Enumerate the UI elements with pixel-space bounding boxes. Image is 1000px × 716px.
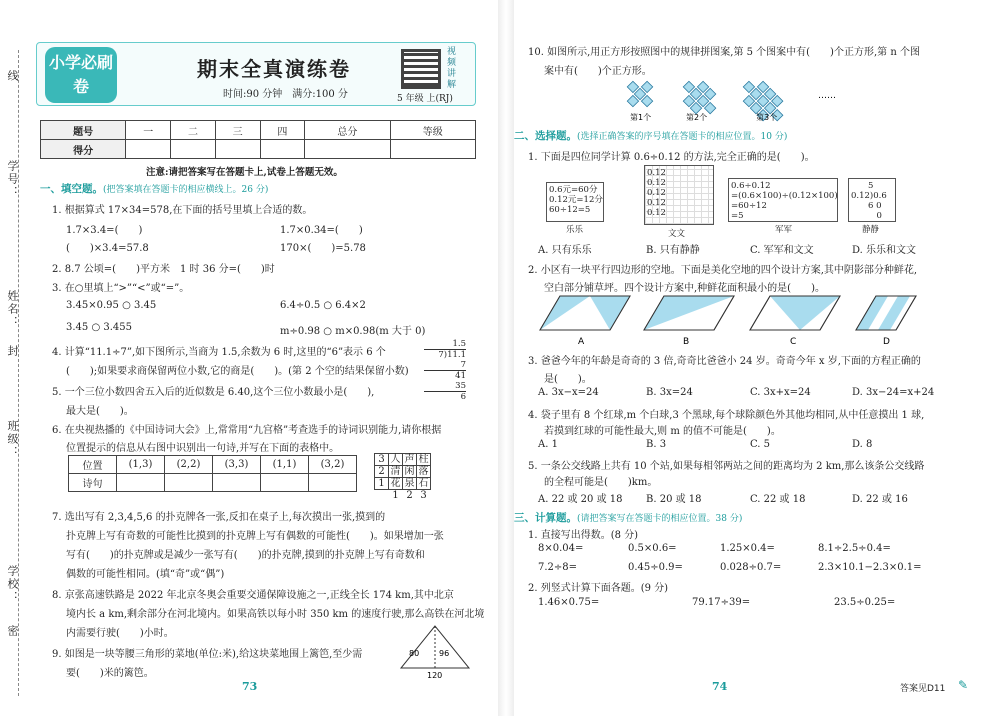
series-badge: 小学必刷卷 — [45, 47, 117, 103]
grid-cell: 1 — [392, 490, 399, 502]
poem-cell[interactable] — [165, 474, 213, 492]
q1b: 1.7×0.34=( ) — [280, 225, 363, 236]
c1-opt-d[interactable]: D. 乐乐和文文 — [852, 245, 917, 256]
margin-label-secret: 密 — [6, 625, 19, 638]
grid-cell: 声 — [404, 454, 415, 465]
poem-cell[interactable] — [309, 474, 357, 492]
k1-item: 0.45÷0.9= — [628, 562, 683, 573]
q4-line2: ( );如果要求商保留两位小数,它的商是( )。(第 2 个空的结果保留小数) — [66, 366, 409, 377]
q2-text: 2. 8.7 公顷=( )平方米 1 时 36 分=( )时 — [52, 264, 275, 275]
tri-label: 96 — [439, 649, 450, 658]
k1-item: 0.5×0.6= — [628, 543, 677, 554]
q6-line2: 位置提示的信息从右图中识别出一句诗,并写在下面的表格中。 — [66, 443, 340, 454]
section-1-heading — [40, 181, 268, 196]
grid-cell — [375, 490, 389, 502]
score-head: 二 — [171, 121, 216, 140]
para-label: B — [683, 337, 690, 346]
method-box-jingjing: 5 0.12)0.6 6 0 0 — [848, 178, 896, 222]
para-label: D — [883, 337, 890, 346]
c1-opt-c[interactable]: C. 军军和文文 — [750, 245, 814, 256]
q3-text: 3. 在○里填上“>”“<”或“=”。 — [52, 283, 190, 294]
k2-text: 2. 列竖式计算下面各题。(9 分) — [528, 583, 669, 594]
k1-item: 0.028÷0.7= — [720, 562, 782, 573]
score-cell[interactable] — [215, 140, 260, 159]
div-line: 41 — [424, 370, 466, 381]
c1-opt-a[interactable]: A. 只有乐乐 — [538, 245, 592, 256]
q7-line3: 写有( )的扑克牌或是减少一张写有( )的扑克牌,摸到的扑克牌上写有奇数和 — [66, 550, 425, 561]
tri-label: 80 — [409, 649, 420, 658]
k1-item: 8×0.04= — [538, 543, 584, 554]
grid-cell: 花 — [390, 478, 401, 489]
q5-line2: 最大是( )。 — [66, 406, 134, 417]
score-head: 一 — [126, 121, 171, 140]
notice: 注意:请把答案写在答题卡上,试卷上答题无效。 — [146, 167, 343, 178]
score-head: 四 — [260, 121, 305, 140]
grid-cell: 2 — [406, 490, 413, 502]
c3-opt-a[interactable]: A. 3x−x=24 — [538, 387, 599, 398]
div-line: 7 — [460, 360, 466, 370]
q10-line1: 10. 如图所示,用正方形按照图中的规律拼图案,第 5 个图案中有( )个正方形,第 n 个图 — [528, 47, 920, 58]
qr-label: 视频讲解 — [447, 47, 457, 90]
q8-line1: 8. 京张高速铁路是 2022 年北京冬奥会重要交通保障设施之一,正线全长 174 km,其中北京 — [52, 590, 454, 601]
grid-cell: 3 — [375, 454, 389, 466]
section-1-sub: (把答案填在答题卡的相应横线上。26 分) — [103, 185, 269, 195]
q1a: 1.7×3.4=( ) — [66, 225, 143, 236]
method-box-lele: 0.6元=60分 0.12元=12分 60÷12=5 — [546, 182, 604, 222]
section-2-sub: (选择正确答案的序号填在答题卡的相应位置。10 分) — [577, 132, 788, 142]
c2-line1: 2. 小区有一块平行四边形的空地。下面是美化空地的四个设计方案,其中阴影部分种鲜花, — [528, 265, 918, 276]
poem-head: (2,2) — [165, 456, 213, 474]
pattern-label: 第2个 — [686, 113, 708, 122]
answer-reference: 答案见D11 — [900, 684, 946, 694]
poem-table — [68, 455, 357, 492]
q3b: 6.4÷0.5 ○ 6.4×2 — [280, 300, 366, 311]
q8-line2: 境内长 a km,剩余部分在河北境内。如果高铁以每小时 350 km 的速度行驶,那么高铁在河北境 — [66, 609, 485, 620]
para-label: A — [578, 337, 585, 346]
q3a: 3.45×0.95 ○ 3.45 — [66, 300, 157, 311]
section-3-title: 三、计算题。 — [514, 512, 577, 524]
page-number-right: 74 — [712, 680, 728, 693]
margin-label-school: 学校： — [6, 565, 19, 604]
binding-margin — [0, 0, 32, 716]
k1-item: 7.2÷8= — [538, 562, 578, 573]
c4-line1: 4. 袋子里有 8 个红球,m 个白球,3 个黑球,每个球除颜色外其他均相同,从中任意摸出 1 球, — [528, 410, 925, 421]
parallelogram-d — [856, 296, 916, 330]
grid-cell: 人 — [390, 454, 401, 465]
grid-cell: 落 — [418, 466, 429, 477]
long-division-figure — [424, 339, 466, 402]
pattern-label: 第1个 — [630, 113, 652, 122]
c3-opt-c[interactable]: C. 3x+x=24 — [750, 387, 811, 398]
margin-label-seal: 封 — [6, 345, 19, 358]
grid-cell: 柱 — [418, 454, 429, 465]
score-table — [40, 120, 476, 159]
q7-line4: 偶数的可能性相同。(填“奇”或“偶”) — [66, 569, 225, 580]
score-head: 总分 — [305, 121, 390, 140]
parallelogram-c — [750, 296, 840, 330]
q7-line2: 扑克牌上写有奇数的可能性比摸到的扑克牌上写有偶数的可能性( )。如果增加一张 — [66, 531, 444, 542]
poem-head: (3,3) — [213, 456, 261, 474]
parallelogram-b — [644, 296, 734, 330]
margin-label-student-id: 学号： — [6, 160, 19, 199]
k2-item: 1.46×0.75= — [538, 597, 600, 608]
score-head: 三 — [215, 121, 260, 140]
score-cell[interactable] — [126, 140, 171, 159]
c3-opt-b[interactable]: B. 3x=24 — [646, 387, 693, 398]
section-2-heading — [514, 128, 787, 143]
section-1-title: 一、填空题。 — [40, 183, 103, 195]
k1-text: 1. 直接写出得数。(8 分) — [528, 530, 639, 541]
q5-line1: 5. 一个三位小数四舍五入后的近似数是 6.40,这个三位小数最小是( ), — [52, 387, 375, 398]
c4-opt-b[interactable]: B. 3 — [646, 439, 667, 450]
grid-cell: 清 — [390, 466, 401, 477]
q3c: 3.4̇5̇ ○ 3.455 — [66, 322, 132, 333]
pattern-label: 第3个 — [756, 113, 778, 122]
grid-cell: 1 — [375, 478, 389, 490]
score-cell[interactable] — [171, 140, 216, 159]
section-3-sub: (请把答案写在答题卡的相应位置。38 分) — [577, 514, 743, 524]
k2-item: 79.17÷39= — [692, 597, 751, 608]
div-line: 1.5 — [452, 339, 466, 349]
c2-line2: 空白部分铺草坪。四个设计方案中,种鲜花面积最小的是( )。 — [544, 283, 825, 294]
div-line: 6 — [424, 391, 466, 402]
exam-header — [36, 42, 476, 106]
c5-opt-c[interactable]: C. 22 或 18 — [750, 494, 806, 505]
poem-cell[interactable] — [213, 474, 261, 492]
q1d: 170×( )=5.78 — [280, 243, 366, 254]
c4-opt-c[interactable]: C. 5 — [750, 439, 771, 450]
poem-head: (1,3) — [117, 456, 165, 474]
margin-label-name: 姓名： — [6, 290, 19, 329]
grade-label: 5 年级 上(RJ) — [397, 94, 453, 104]
q8-line3: 内需要行驶( )小时。 — [66, 628, 174, 639]
k1-item: 8.1÷2.5÷0.4= — [818, 543, 891, 554]
parallelogram-a — [540, 296, 630, 330]
score-cell[interactable] — [305, 140, 390, 159]
q3d: m÷0.98 ○ m×0.98(m 大于 0) — [280, 326, 426, 337]
c5-opt-b[interactable]: B. 20 或 18 — [646, 494, 702, 505]
poem-cell[interactable] — [117, 474, 165, 492]
method-box-wenwen: 0.12 0.12 0.12 0.12 0.12 — [644, 165, 714, 225]
page-gutter — [498, 0, 514, 716]
box-name: 文文 — [668, 229, 686, 239]
tri-label: 120 — [427, 671, 443, 678]
poem-head: (1,1) — [261, 456, 309, 474]
k2-item: 23.5÷0.25= — [834, 597, 896, 608]
grid-cell: 2 — [375, 466, 389, 478]
q1c: ( )×3.4=57.8 — [66, 243, 149, 254]
grid-cell: 闲 — [404, 466, 415, 477]
qr-code-icon[interactable] — [401, 49, 441, 89]
section-2-title: 二、选择题。 — [514, 130, 577, 142]
div-line: 35 — [455, 381, 466, 391]
q10-line2: 案中有( )个正方形。 — [544, 66, 652, 77]
parallelogram-options — [538, 294, 918, 346]
page-number-left: 73 — [242, 680, 258, 693]
para-label: C — [790, 337, 797, 346]
score-head: 题号 — [41, 121, 126, 140]
method-box-junjun: 0.6÷0.12 =(0.6×100)÷(0.12×100) =60÷12 =5 — [728, 178, 838, 222]
score-row-label: 得分 — [41, 140, 126, 159]
poem-head: 位置 — [69, 456, 117, 474]
c1-opt-b[interactable]: B. 只有静静 — [646, 245, 700, 256]
triangle-figure — [395, 622, 475, 678]
k1-item: 2.3×10.1−2.3×0.1= — [818, 562, 922, 573]
exam-meta: 时间:90 分钟 满分:100 分 — [223, 89, 348, 100]
k1-item: 1.25×0.4= — [720, 543, 775, 554]
grid-cell: 3 — [420, 490, 427, 502]
c4-line2: 若摸到红球的可能性最大,则 m 的值不可能是( )。 — [544, 426, 781, 437]
c3-line2: 是( )。 — [544, 374, 592, 385]
poem-head: (3,2) — [309, 456, 357, 474]
c5-opt-d[interactable]: D. 22 或 16 — [852, 494, 908, 505]
score-cell[interactable] — [390, 140, 475, 159]
q6-line1: 6. 在央视热播的《中国诗词大会》上,常常用“九宫格”考查选手的诗词识别能力,请你根据 — [52, 425, 442, 436]
margin-label-line: 线 — [6, 70, 19, 83]
grid-cell: 石 — [418, 478, 429, 489]
box-name: 军军 — [775, 225, 793, 235]
c5-line1: 5. 一条公交线路上共有 10 个站,如果每相邻两站之间的距离均为 2 km,那么该条公交线路 — [528, 461, 925, 472]
q4-line1: 4. 计算“11.1÷7”,如下图所示,当商为 1.5,余数为 6 时,这里的“6”表示 6 个 — [52, 347, 386, 358]
q9-line2: 要( )米的篱笆。 — [66, 668, 154, 679]
score-head: 等级 — [390, 121, 475, 140]
nine-grid — [374, 453, 431, 502]
q9-line1: 9. 如图是一块等腰三角形的菜地(单位:米),给这块菜地围上篱笆,至少需 — [52, 649, 363, 660]
grid-cell: 泉 — [404, 478, 415, 489]
square-pattern-figure — [626, 80, 836, 122]
exam-title: 期末全真演练卷 — [197, 57, 351, 81]
score-cell[interactable] — [260, 140, 305, 159]
c5-line2: 的全程可能是( )km。 — [544, 477, 658, 488]
box-name: 乐乐 — [566, 225, 584, 235]
c5-opt-a[interactable]: A. 22 或 20 或 18 — [538, 494, 623, 505]
margin-label-class: 班级： — [6, 420, 19, 459]
c1-text: 1. 下面是四位同学计算 0.6÷0.12 的方法,完全正确的是( )。 — [528, 152, 815, 163]
q7-line1: 7. 选出写有 2,3,4,5,6 的扑克牌各一张,反扣在桌子上,每次摸出一张,摸到的 — [52, 512, 386, 523]
q1-text: 1. 根据算式 17×34=578,在下面的括号里填上合适的数。 — [52, 205, 313, 216]
poem-cell[interactable] — [261, 474, 309, 492]
box-name: 静静 — [862, 225, 880, 235]
c4-opt-d[interactable]: D. 8 — [852, 439, 873, 450]
c3-opt-d[interactable]: D. 3x−24=x+24 — [852, 387, 935, 398]
section-3-heading — [514, 510, 742, 525]
snail-icon: ✎ — [958, 678, 969, 692]
c3-line1: 3. 爸爸今年的年龄是奇奇的 3 倍,奇奇比爸爸小 24 岁。奇奇今年 x 岁,下面的方程正确的 — [528, 356, 921, 367]
pattern-ellipsis: …… — [818, 91, 836, 101]
poem-row-label: 诗句 — [69, 474, 117, 492]
c4-opt-a[interactable]: A. 1 — [538, 439, 558, 450]
div-line: 7)11.1 — [424, 349, 466, 360]
